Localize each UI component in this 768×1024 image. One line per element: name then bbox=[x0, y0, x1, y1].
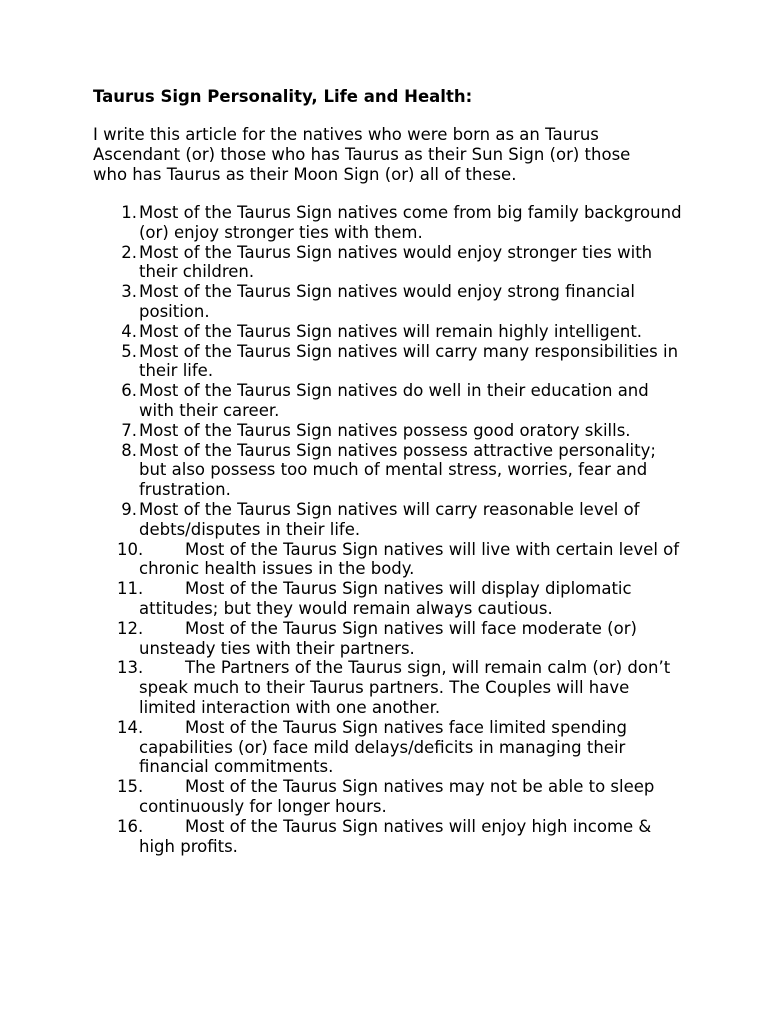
numbered-list bbox=[93, 203, 682, 856]
item-number: 11. bbox=[117, 579, 144, 599]
list-item bbox=[93, 342, 684, 382]
item-number: 5. bbox=[121, 341, 137, 361]
item-text: Most of the Taurus Sign natives would enjoy strong financial position. bbox=[139, 282, 635, 321]
list-item bbox=[93, 658, 684, 717]
item-number: 13. bbox=[117, 658, 144, 678]
item-text: Most of the Taurus Sign natives will live with certain level of chronic health issues in the body. bbox=[139, 539, 680, 579]
item-text: Most of the Taurus Sign natives may not be able to sleep continuously for longer hours. bbox=[139, 777, 655, 816]
item-number: 2. bbox=[121, 242, 137, 262]
list-item bbox=[93, 500, 684, 540]
item-text: Most of the Taurus Sign natives come from big family background (or) enjoy stronger ties with them. bbox=[139, 203, 682, 242]
item-number: 4. bbox=[121, 321, 137, 341]
item-number: 16. bbox=[117, 816, 144, 836]
item-number: 3. bbox=[121, 282, 137, 302]
list-item bbox=[93, 817, 684, 857]
item-text: Most of the Taurus Sign natives possess attractive personality; but also possess too much of mental stress, worries, fear and frustration. bbox=[139, 440, 656, 500]
item-text: Most of the Taurus Sign natives will face moderate (or) unsteady ties with their partners. bbox=[139, 618, 637, 658]
item-text: Most of the Taurus Sign natives will carry reasonable level of debts/disputes in their life. bbox=[139, 499, 640, 539]
item-number: 7. bbox=[121, 420, 137, 440]
item-number: 10. bbox=[117, 539, 144, 559]
list-item bbox=[93, 282, 684, 322]
list-item bbox=[93, 619, 684, 659]
list-item bbox=[93, 579, 684, 619]
list-item bbox=[93, 203, 684, 243]
intro-paragraph: I write this article for the natives who were born as an Taurus Ascendant (or) those who has Taurus as their Sun Sign (or) those who has Taurus as their Moon Sign (or) all of these. bbox=[93, 125, 631, 184]
document-title: Taurus Sign Personality, Life and Health: bbox=[93, 87, 473, 106]
list-item bbox=[93, 540, 684, 580]
item-number: 9. bbox=[121, 499, 137, 519]
item-text: The Partners of the Taurus sign, will remain calm (or) don’t speak much to their Taurus partners. The Couples will have limited interaction with one another. bbox=[139, 658, 671, 717]
item-number: 1. bbox=[121, 203, 137, 222]
list-item bbox=[93, 381, 684, 421]
item-number: 6. bbox=[121, 381, 137, 401]
item-text: Most of the Taurus Sign natives will enjoy high income & high profits. bbox=[139, 816, 652, 856]
list-item bbox=[93, 421, 684, 441]
item-number: 12. bbox=[117, 618, 144, 638]
list-item bbox=[93, 441, 684, 500]
item-text: Most of the Taurus Sign natives do well in their education and with their career. bbox=[139, 381, 649, 420]
list-item bbox=[93, 718, 684, 777]
item-text: Most of the Taurus Sign natives will remain highly intelligent. bbox=[139, 321, 643, 341]
item-text: Most of the Taurus Sign natives possess good oratory skills. bbox=[139, 420, 631, 440]
item-text: Most of the Taurus Sign natives face limited spending capabilities (or) face mild delays/deficits in managing their financial commitments. bbox=[139, 717, 627, 777]
item-number: 8. bbox=[121, 440, 137, 460]
item-text: Most of the Taurus Sign natives will carry many responsibilities in their life. bbox=[139, 341, 679, 381]
item-number: 15. bbox=[117, 777, 144, 797]
item-text: Most of the Taurus Sign natives would enjoy stronger ties with their children. bbox=[139, 242, 653, 282]
list-item bbox=[93, 322, 684, 342]
list-item bbox=[93, 777, 684, 817]
list-item bbox=[93, 243, 684, 283]
item-number: 14. bbox=[117, 717, 144, 737]
item-text: Most of the Taurus Sign natives will display diplomatic attitudes; but they would remain always cautious. bbox=[139, 579, 632, 618]
